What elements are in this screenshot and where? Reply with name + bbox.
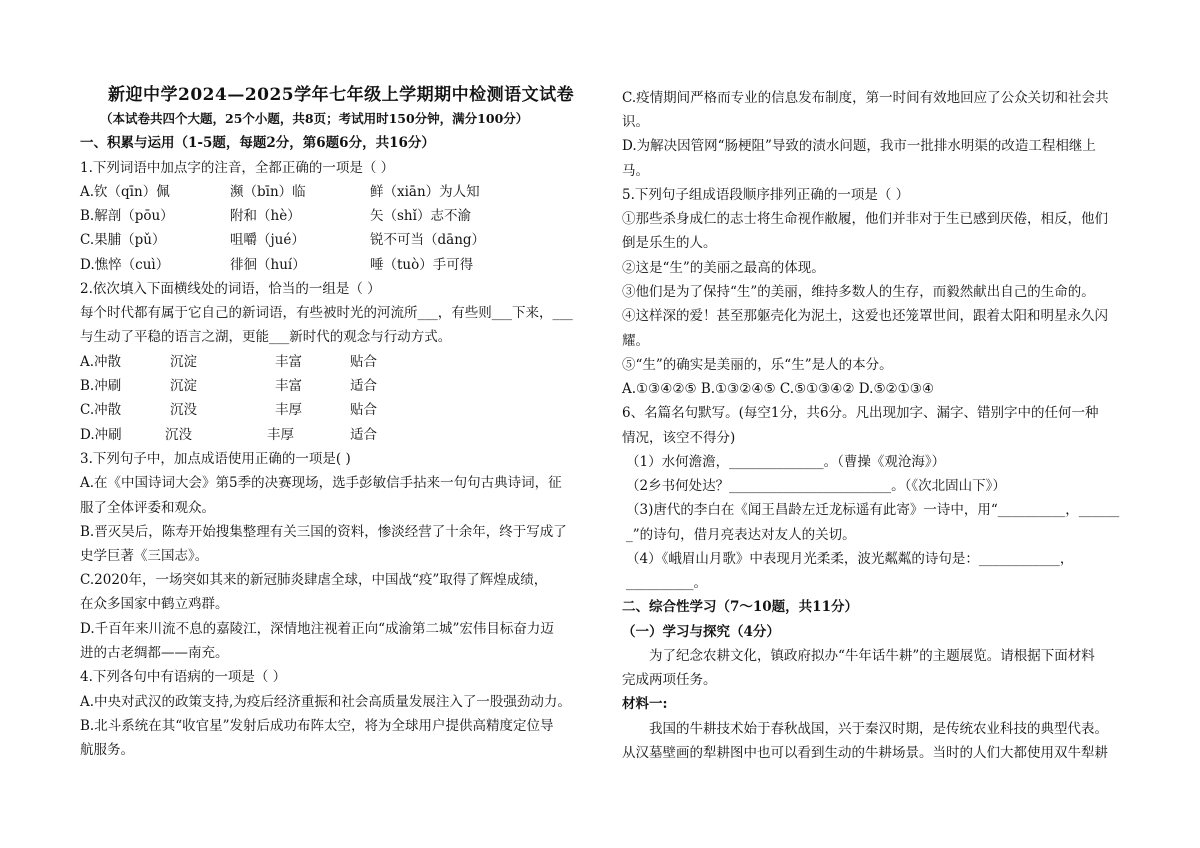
- q4-option-d-line-2: 马。: [622, 163, 649, 179]
- q1-option-c: C.果脯（pǔ） 咀嚼（jué） 锐不可当（dāng）: [80, 232, 486, 248]
- q5-sentence-5: ⑤“生”的确实是美丽的，乐“生”是人的本分。: [622, 357, 893, 373]
- q5-sentence-1b: 倒是乐生的人。: [622, 235, 717, 251]
- exam-subtitle: （本试卷共四个大题，25个小题，共8页；考试用时150分钟，满分100分）: [100, 111, 529, 126]
- q6-item-3a: （3)唐代的李白在《闻王昌龄左迁龙标遥有此寄》一诗中，用“__________，______: [626, 502, 1120, 518]
- q1-stem: 1.下列词语中加点字的注音，全都正确的一项是（ ）: [80, 160, 395, 176]
- q4-option-a: A.中央对武汉的政策支持,为疫后经济重振和社会高质量发展注入了一股强劲动力。: [80, 694, 571, 710]
- material-1-label: 材料一:: [622, 696, 668, 712]
- q4-option-c-line-1: C.疫情期间严格而专业的信息发布制度，第一时间有效地回应了公众关切和社会共: [622, 90, 1109, 106]
- q2-option-b: B.冲刷 沉淀 丰富 适合: [80, 378, 377, 394]
- q6-item-4a: （4）《峨眉山月歌》中表现月光柔柔，波光粼粼的诗句是：____________，: [626, 551, 1074, 567]
- q5-stem: 5.下列句子组成语段顺序排列正确的一项是（ ）: [622, 187, 910, 203]
- q3-option-c-line-1: C.2020年，一场突如其来的新冠肺炎肆虐全球，中国战“疫”取得了辉煌成绩，: [80, 572, 548, 588]
- q5-sentence-3: ③他们是为了保持“生”的美丽，维持多数人的生存，而毅然献出自己的生命的。: [622, 284, 1095, 300]
- q3-option-b-line-2: 史学巨著《三国志》。: [80, 548, 209, 564]
- q1-option-a: A.钦（qīn）佩 濒（bīn）临 鲜（xiān）为人知: [80, 184, 480, 200]
- q5-sentence-2: ②这是“生”的美丽之最高的体现。: [622, 260, 825, 276]
- q4-option-b-line-1: B.北斗系统在其“收官星”发射后成功布阵太空，将为全球用户提供高精度定位导: [80, 718, 554, 734]
- q2-option-a: A.冲散 沉淀 丰富 贴合: [80, 354, 377, 370]
- q1-option-d: D.憔悴（cuì） 徘徊（huí） 唾（tuò）手可得: [80, 257, 474, 273]
- q6-item-4b: __________。: [626, 575, 707, 591]
- q6-item-3b: _”的诗句，借月亮表达对友人的关切。: [626, 527, 856, 543]
- q4-stem: 4.下列各句中有语病的一项是（ ）: [80, 669, 287, 685]
- intro-line-2: 完成两项任务。: [622, 672, 717, 688]
- subsection-1-heading: （一）学习与探究（4分）: [622, 624, 780, 640]
- q3-option-a-line-1: A.在《中国诗词大会》第5季的决赛现场，选手彭敏信手拈来一句句古典诗词，征: [80, 475, 562, 491]
- q3-option-d-line-1: D.千百年来川流不息的嘉陵江，深情地注视着正向“成渝第二城”宏伟目标奋力迈: [80, 621, 554, 637]
- q4-option-d-line-1: D.为解决因管网“肠梗阻”导致的渍水问题，我市一批排水明渠的改造工程相继上: [622, 138, 1096, 154]
- q4-option-c-line-2: 识。: [622, 114, 649, 130]
- q2-option-c: C.冲散 沉没 丰厚 贴合: [80, 402, 377, 418]
- section-2-heading: 二、综合性学习（7～10题，共11分）: [622, 599, 858, 615]
- q1-option-b: B.解剖（pōu） 附和（hè） 矢（shǐ）志不渝: [80, 208, 471, 224]
- q3-option-c-line-2: 在众多国家中鹤立鸡群。: [80, 596, 229, 612]
- q4-option-b-line-2: 航服务。: [80, 742, 134, 758]
- material-1-line-2: 从汉墓壁画的犁耕图中也可以看到生动的牛耕场景。当时的人们大都使用双牛犁耕: [622, 745, 1108, 761]
- q6-item-1: （1）水何澹澹，______________。（曹操《观沧海》）: [626, 454, 946, 470]
- q2-option-d: D.冲刷 沉没 丰厚 适合: [80, 427, 377, 443]
- material-1-line-1: 我国的牛耕技术始于春秋战国，兴于秦汉时期，是传统农业科技的典型代表。: [649, 721, 1108, 737]
- q5-options: A.①③④②⑤ B.①③②④⑤ C.⑤①③④② D.⑤②①③④: [622, 381, 934, 397]
- q3-option-a-line-2: 服了全体评委和观众。: [80, 500, 215, 516]
- q3-option-b-line-1: B.晋灭吴后，陈寿开始搜集整理有关三国的资料，惨淡经营了十余年，终于写成了: [80, 524, 567, 540]
- q6-stem-2: 情况，该空不得分): [622, 430, 736, 446]
- exam-title: 新迎中学2024—2025学年七年级上学期期中检测语文试卷: [108, 85, 575, 105]
- q3-stem: 3.下列句子中，加点成语使用正确的一项是( ): [80, 451, 351, 467]
- q2-passage-line-2: 与生动了平稳的语言之湖，更能___新时代的观念与行动方式。: [80, 329, 452, 345]
- q3-option-d-line-2: 进的古老绸都——南充。: [80, 645, 229, 661]
- q2-passage-line-1: 每个时代都有属于它自己的新词语，有些被时光的河流所___，有些则___下来，___: [80, 305, 573, 321]
- section-1-heading: 一、积累与运用（1-5题，每题2分，第6题6分，共16分）: [80, 135, 435, 151]
- intro-line-1: 为了纪念农耕文化，镇政府拟办“牛年话牛耕”的主题展览。请根据下面材料: [649, 648, 1095, 664]
- q5-sentence-4a: ④这样深的爱！甚至那躯壳化为泥土，这爱也还笼罩世间，跟着太阳和明星永久闪: [622, 308, 1108, 324]
- q5-sentence-1a: ①那些杀身成仁的志士将生命视作敝履，他们并非对于生已感到厌倦，相反，他们: [622, 211, 1108, 227]
- q5-sentence-4b: 耀。: [622, 333, 649, 349]
- q2-stem: 2.依次填入下面横线处的词语，恰当的一组是（ ）: [80, 281, 381, 297]
- q6-stem: 6、名篇名句默写。(每空1分，共6分。凡出现加字、漏字、错别字中的任何一种: [622, 405, 1099, 421]
- q6-item-2: （2乡书何处达？________________________。（《次北固山下》）: [626, 478, 1006, 494]
